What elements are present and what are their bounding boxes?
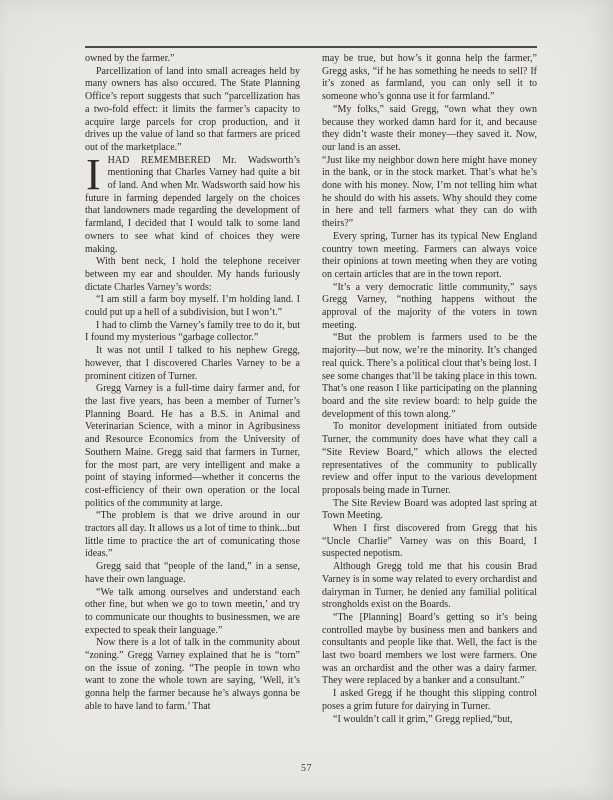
paragraph: I had to climb the Varney’s family tree to do it, but I found my mysterious “garbage collector.” — [85, 319, 300, 344]
text-block — [85, 46, 537, 726]
paragraph: “Just like my neighbor down here might have money in the bank, or in the stock market. That’s what he’s done with his money. Now, I’m not telling him what he should do with his assets. Why should they come in here and tell farmers what they can do with theirs?” — [322, 154, 537, 230]
left-column — [85, 53, 300, 726]
drop-cap-letter: I — [86, 149, 101, 199]
paragraph: It was not until I talked to his nephew Gregg, however, that I discovered Charles Varney to be a prominent citizen of Turner. — [85, 345, 300, 382]
paragraph: Now there is a lot of talk in the community about “zoning.” Gregg Varney explained that he is “torn” on the issue of zoning. “The people in town who want to zone the whole town are saying, ‘Well, it’s gonna help the farmer because he’s always gonna be able to have land to farm.’ That — [85, 637, 300, 712]
paragraph: The Site Review Board was adopted last spring at Town Meeting. — [322, 497, 537, 522]
paragraph: “My folks,” said Gregg, “own what they own because they worked damn hard for it, and because they didn’t waste their money—they saved it. Now, our land is an asset. — [322, 103, 537, 153]
paragraph: Parcellization of land into small acreages held by many owners has also occured. The State Planning Office’s report suggests that such “parcellization has a two-fold effect: it limits the farmer’s capacity to acquire large parcels for crop production, and it drives up the value of land so that farmers are priced out of the marketplace.” — [85, 65, 300, 153]
paragraph: When I first discovered from Gregg that his “Uncle Charlie” Varney was on this Board, I suspected nepotism. — [322, 523, 537, 560]
section-opening-paragraph — [85, 149, 300, 257]
paragraph: “I am still a farm boy myself. I’m holding land. I could put up a hell of a subdivision, but I won’t.” — [85, 294, 300, 319]
paragraph: owned by the farmer.” — [85, 53, 175, 64]
paragraph: “I wouldn’t call it grim,” Gregg replied,“but, — [333, 713, 513, 725]
paragraph: “We talk among ourselves and understand each other fine, but when we go to town meetin,’ and try to communicate our thoughts to businessmen, we are expected to speak their language.” — [85, 586, 300, 636]
page-number: 57 — [301, 763, 312, 774]
paragraph: “The [Planning] Board’s getting so it’s being controlled maybe by business men and bankers and consultants and people like that. Well, the fact is the last two board members we lost were farmers. One was an orchardist and the other was a dairy farmer. They were replaced by a banker and a consultant.” — [322, 611, 537, 687]
paragraph: may be true, but how’s it gonna help the farmer,” Gregg asks, “if he has something he needs to sell? If it’s zoned as farmland, you can only sell it to someone who’s gonna use it for farmland.” — [322, 53, 537, 103]
paragraph: “The problem is that we drive around in our tractors all day. It allows us a lot of time to think...but little time to practice the art of comunicating those ideas.” — [85, 510, 300, 560]
paragraph: “It’s a very democratic little community,” says Gregg Varney, “nothing happens without the approval of the majority of the voters in town meeting. — [322, 281, 537, 331]
paragraph: Gregg Varney is a full-time dairy farmer and, for the last five years, has been a member of Turner’s Planning Board. He has a B.S. in Animal and Veterinarian Science, with a minor in Agribusiness and Resource Economics from the University of Southern Maine. Gregg said that farmers in Turner, for the most part, are very intelligent and make a point of staying informed—whether it concerns the cost-efficiency of their own operation or the local politics of the community at large. — [85, 383, 300, 509]
top-rule — [85, 46, 537, 48]
two-column-layout — [85, 53, 537, 726]
paragraph: Every spring, Turner has its typical New England country town meeting. Farmers can always voice their opinions at town meeting when they are voting on certain articles that are in the town report. — [322, 230, 537, 280]
paragraph: Gregg said that “people of the land,” in a sense, have their own language. — [85, 561, 300, 585]
paragraph: “But the problem is farmers used to be the majority—but now, we’re the minority. It’s changed real quick. There’s a political clout that’s being lost. I see some changes that’ll be taking place in this town. That’s one reason I like participating on the planning board and the site review board: to help guide the development of this town along.” — [322, 332, 537, 420]
paragraph: I asked Gregg if he thought this slipping control poses a grim future for dairying in Turner. — [322, 688, 537, 712]
paragraph: With bent neck, I hold the telephone receiver between my ear and shoulder. My hands furiously dictate Charles Varney’s words: — [85, 256, 300, 293]
paragraph-text: HAD REMEMBERED Mr. Wadsworth’s mentioning that Charles Varney had quite a bit of land. And when Mr. Wadsworth said how his future in farming depended largely on the choices that landowners made regarding the development of farmland, I decided that I would talk to some land owners to see what kind of choices they were making. — [85, 154, 300, 255]
paragraph: To monitor development initiated from outside Turner, the community does have what they call a “Site Review Board,” which allows the elected representatives of the community to publically review and offer input to the various development proposals being made in Turner. — [322, 421, 537, 496]
right-column — [322, 53, 537, 726]
paragraph: Although Gregg told me that his cousin Brad Varney is in some way related to every orchardist and dairyman in Turner, he denied any familial political strongholds exist on the Boards. — [322, 561, 537, 611]
